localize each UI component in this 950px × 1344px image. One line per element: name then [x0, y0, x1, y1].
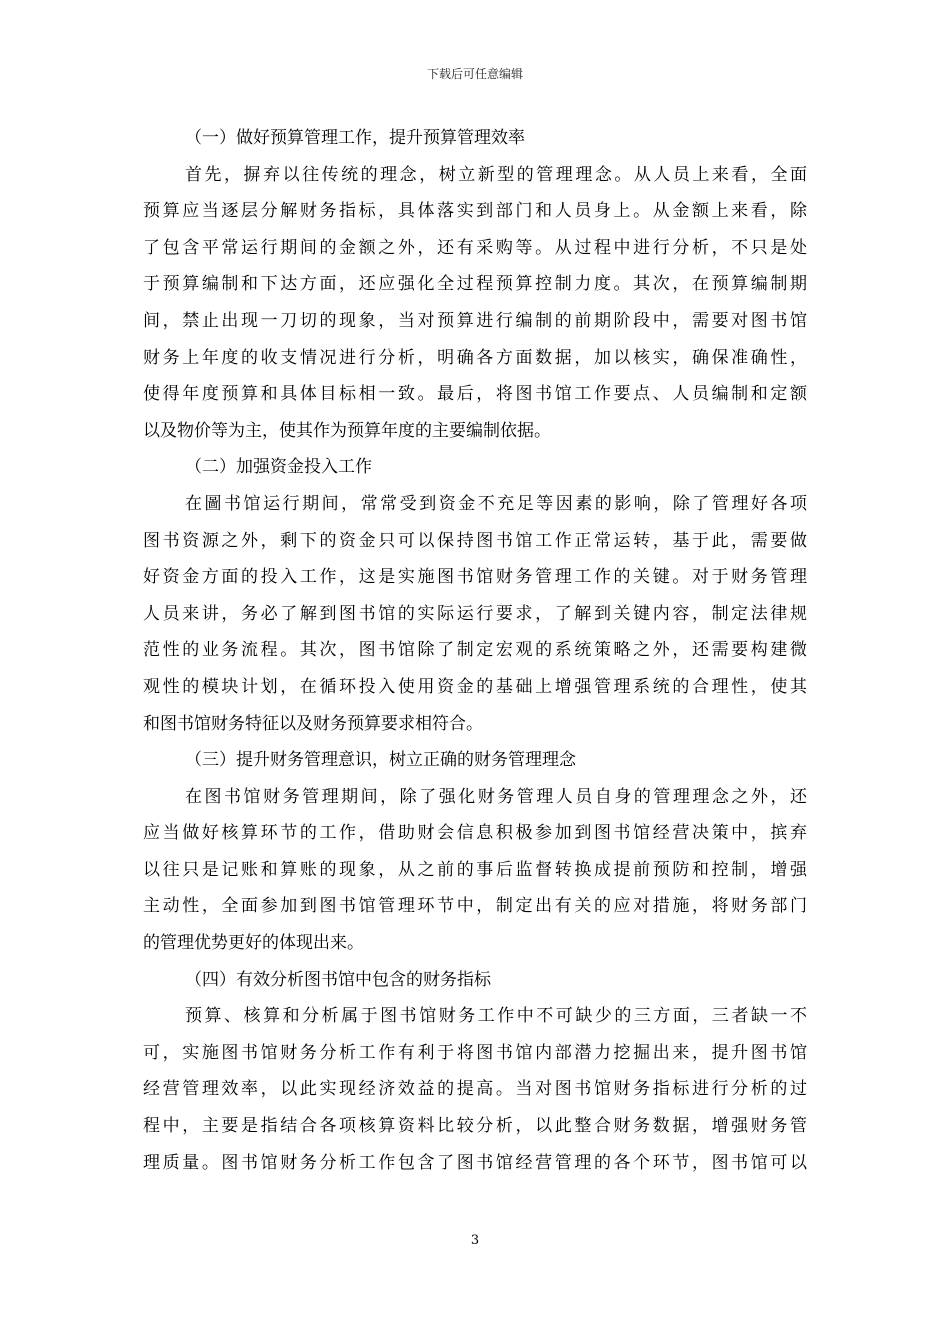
paragraph	[143, 998, 807, 1181]
paragraph-line: 程中，主要是指结合各项核算资料比较分析，以此整合财务数据，增强财务管	[143, 1116, 807, 1137]
paragraph-line: 预算、核算和分析属于图书馆财务工作中不可缺少的三方面，三者缺一不	[185, 1006, 807, 1027]
section-heading: （三）提升财务管理意识，树立正确的财务管理理念	[185, 750, 576, 771]
paragraph-line: 在图书馆财务管理期间，除了强化财务管理人员自身的管理理念之外，还	[185, 786, 807, 807]
paragraph-line: 预算应当逐层分解财务指标，具体落实到部门和人员身上。从金额上来看，除	[143, 201, 807, 222]
section-2	[143, 449, 807, 742]
paragraph-line: 首先，摒弃以往传统的理念，树立新型的管理理念。从人员上来看，全面	[185, 164, 807, 185]
section-heading: （四）有效分析图书馆中包含的财务指标	[185, 969, 491, 990]
paragraph-line: 间，禁止出现一刀切的现象，当对预算进行编制的前期阶段中，需要对图书馆	[143, 310, 807, 331]
paragraph	[143, 486, 807, 742]
paragraph-line: 主动性，全面参加到图书馆管理环节中，制定出有关的应对措施，将财务部门	[143, 896, 807, 917]
section-heading: （一）做好预算管理工作，提升预算管理效率	[185, 128, 525, 148]
section-3	[143, 742, 807, 962]
paragraph-line: 在圖书馆运行期间，常常受到资金不充足等因素的影响，除了管理好各项	[185, 493, 807, 514]
paragraph-line: 和图书馆财务特征以及财务预算要求相符合。	[143, 713, 483, 734]
paragraph-line: 财务上年度的收支情况进行分析，明确各方面数据，加以核实，确保准确性，	[143, 347, 807, 368]
paragraph-line: 可，实施图书馆财务分析工作有利于将图书馆内部潜力挖掘出来，提升图书馆	[143, 1042, 807, 1063]
document-body	[143, 120, 807, 1181]
paragraph-line: 应当做好核算环节的工作，借助财会信息积极参加到图书馆经营决策中，摈弃	[143, 823, 807, 844]
page-number: 3	[470, 1233, 480, 1248]
section-1	[143, 120, 807, 449]
paragraph-line: 使得年度预算和具体目标相一致。最后，将图书馆工作要点、人员编制和定额	[143, 384, 807, 405]
paragraph	[143, 157, 807, 450]
paragraph-line: 以往只是记账和算账的现象，从之前的事后监督转换成提前预防和控制，增强	[143, 859, 807, 880]
paragraph-line: 以及物价等为主，使其作为预算年度的主要编制依据。	[143, 420, 551, 441]
paragraph-line: 范性的业务流程。其次，图书馆除了制定宏观的系统策略之外，还需要构建微	[143, 640, 807, 661]
section-heading: （二）加强资金投入工作	[185, 457, 372, 478]
paragraph-line: 好资金方面的投入工作，这是实施图书馆财务管理工作的关键。对于财务管理	[143, 567, 807, 588]
paragraph-line: 于预算编制和下达方面，还应强化全过程预算控制力度。其次，在预算编制期	[143, 274, 807, 295]
paragraph-line: 理质量。图书馆财务分析工作包含了图书馆经营管理的各个环节，图书馆可以	[143, 1152, 807, 1173]
section-4	[143, 962, 807, 1182]
paragraph-line: 图书资源之外，剩下的资金只可以保持图书馆工作正常运转，基于此，需要做	[143, 530, 807, 551]
paragraph-line: 观性的模块计划，在循环投入使用资金的基础上增强管理系统的合理性，使其	[143, 676, 807, 697]
page-header-note: 下载后可任意编辑	[426, 67, 523, 81]
paragraph-line: 经营管理效率，以此实现经济效益的提高。当对图书馆财务指标进行分析的过	[143, 1079, 807, 1100]
paragraph	[143, 779, 807, 962]
paragraph-line: 人员来讲，务必了解到图书馆的实际运行要求，了解到关键内容，制定法律规	[143, 603, 807, 624]
paragraph-line: 了包含平常运行期间的金额之外，还有采购等。从过程中进行分析，不只是处	[143, 237, 807, 258]
paragraph-line: 的管理优势更好的体现出来。	[143, 933, 364, 954]
